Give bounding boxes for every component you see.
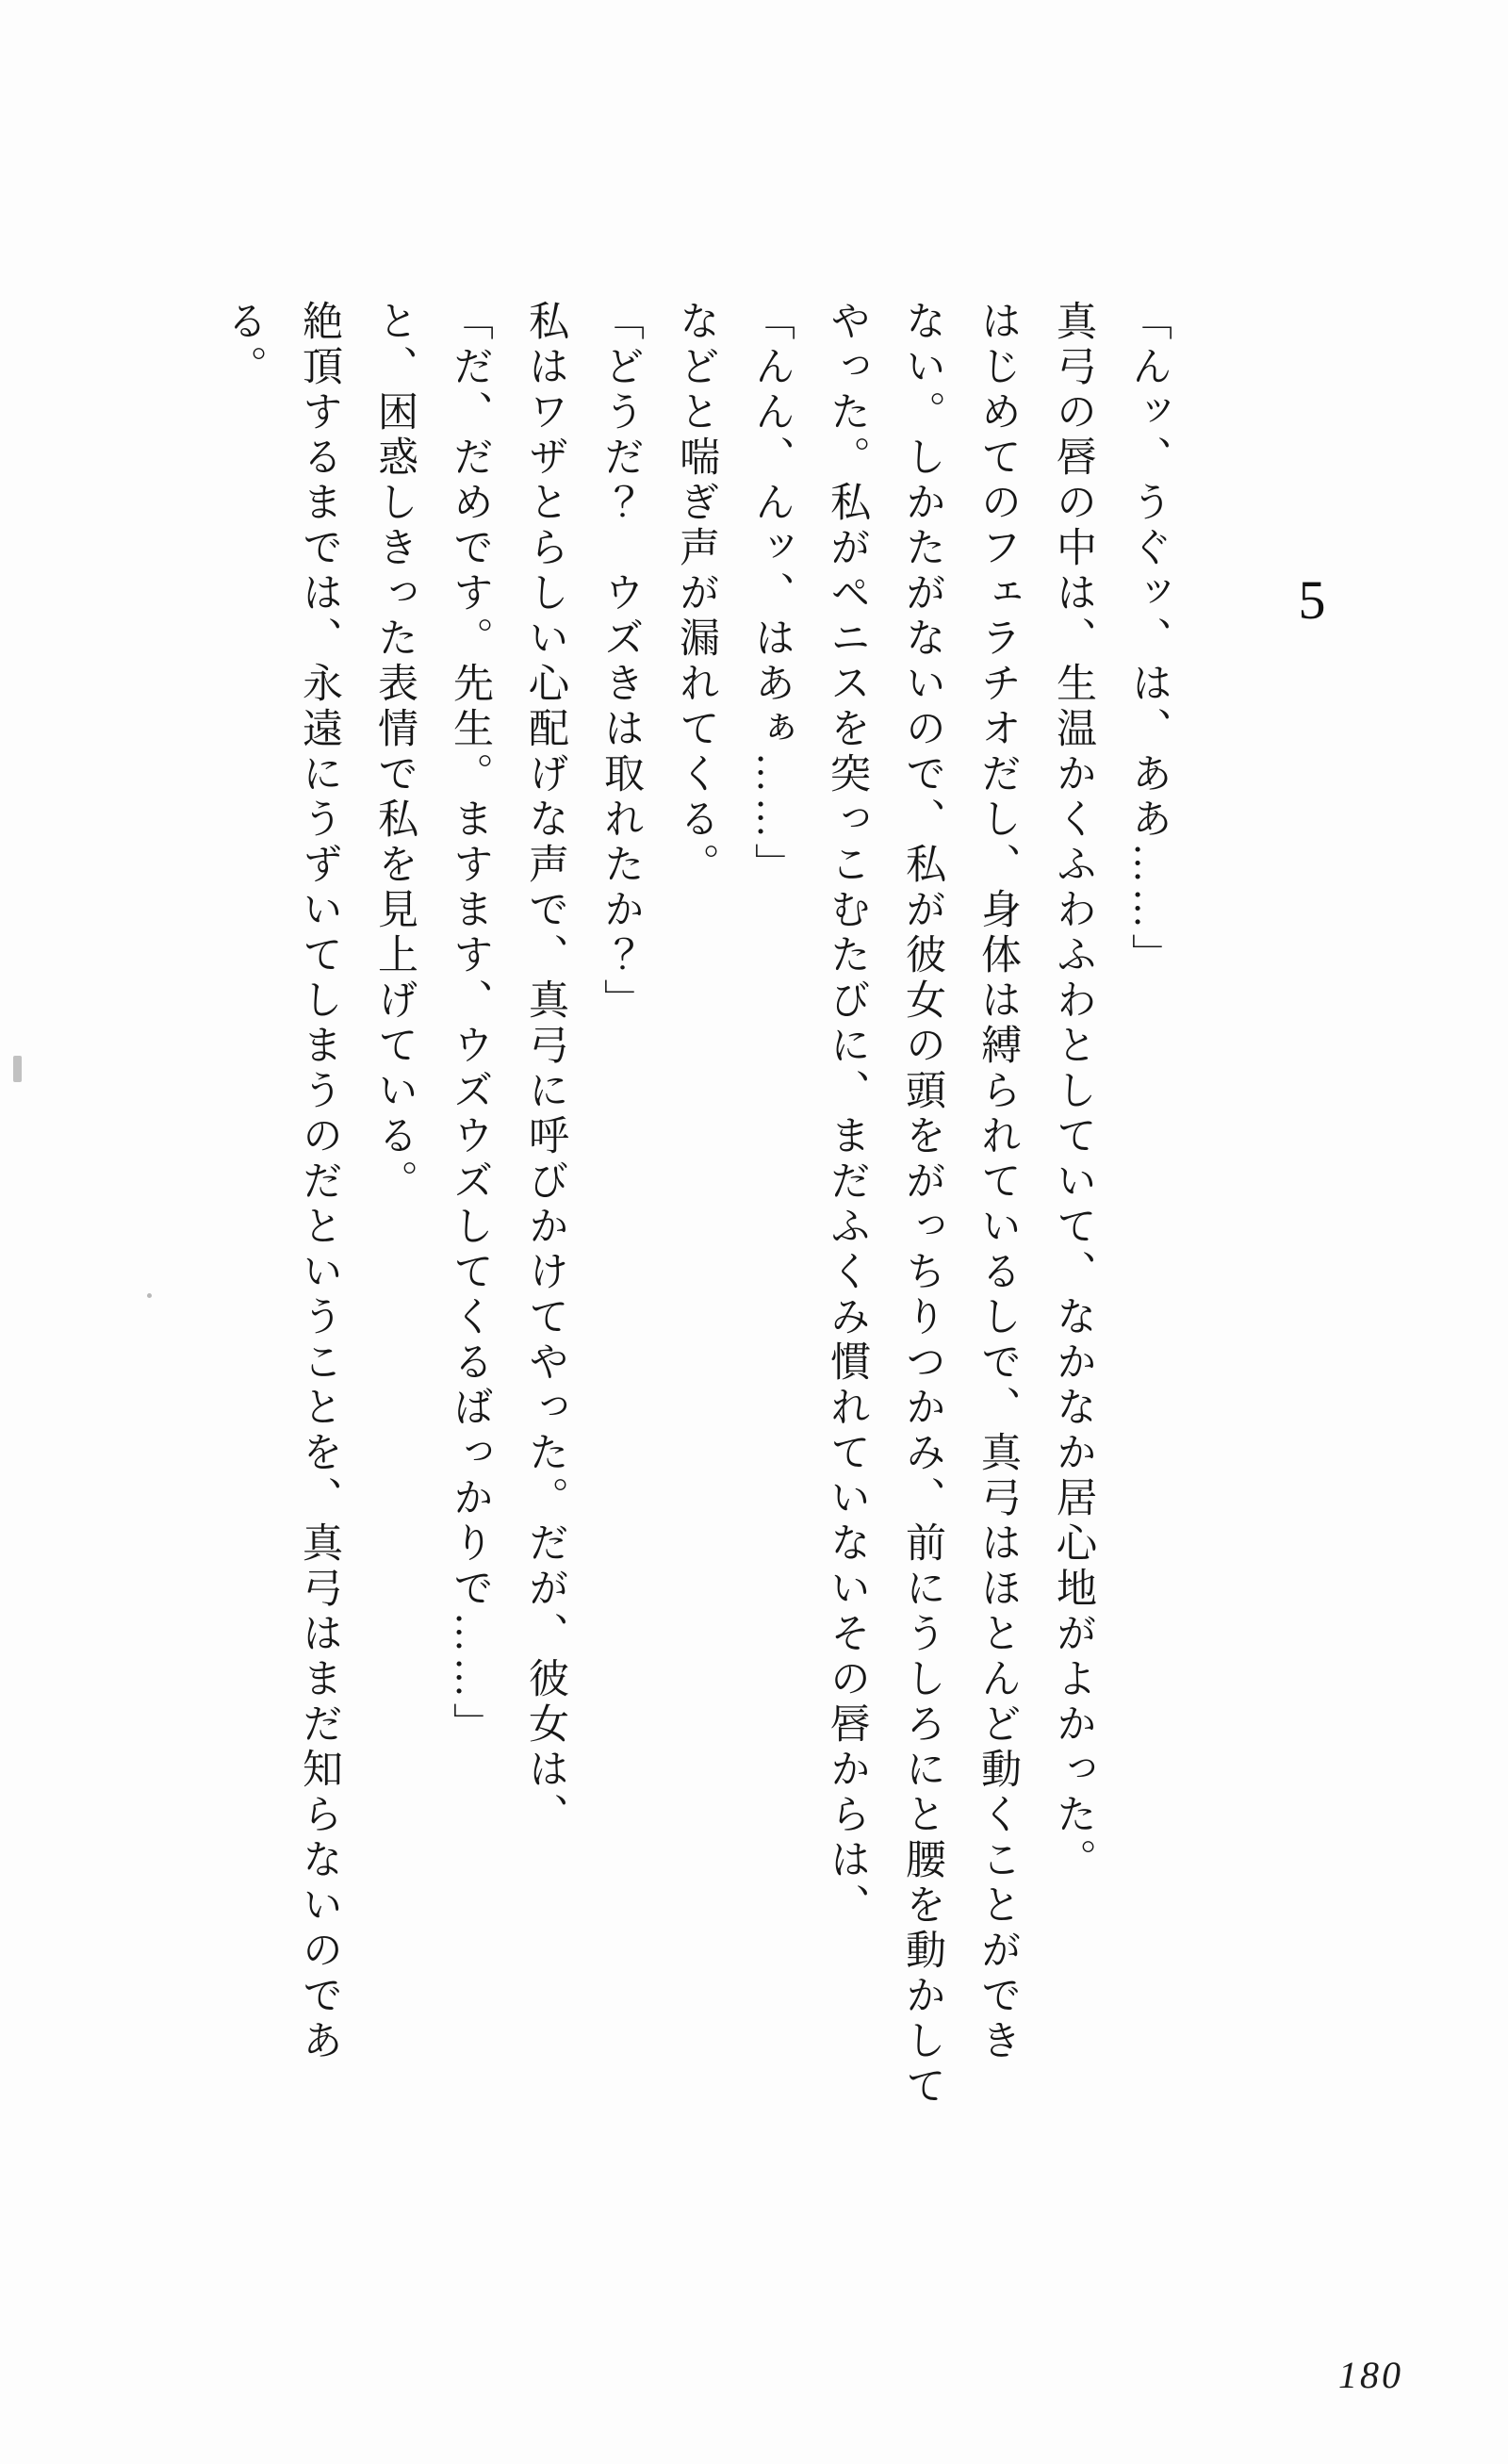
text-column: 真弓の唇の中は、生温かくふわふわとしていて、なかなか居心地がよかった。 bbox=[1051, 300, 1095, 1883]
text-column: やった。私がペニスを突っこむたびに、まだふくみ慣れていないその唇からは、 bbox=[825, 300, 869, 1929]
text-column: と、困惑しきった表情で私を見上げている。 bbox=[372, 300, 417, 1205]
text-column: ない。しかたがないので、私が彼女の頭をがっちりつかみ、前にうしろにと腰を動かして bbox=[900, 300, 944, 2110]
text-column: 「だ、だめです。先生。ますます、ウズウズしてくるばっかりで……」 bbox=[448, 300, 492, 1748]
text-column: 絶頂するまでは、永遠にうずいてしまうのだということを、真弓はまだ知らないのであ bbox=[297, 300, 341, 2064]
scan-artifact bbox=[13, 1056, 22, 1082]
text-column: などと喘ぎ声が漏れてくる。 bbox=[674, 300, 718, 888]
text-block bbox=[205, 300, 1186, 2128]
text-column: はじめてのフェラチオだし、身体は縛られているしで、真弓はほとんど動くことができ bbox=[975, 300, 1020, 2064]
text-column: 「どうだ？ ウズきは取れたか？」 bbox=[598, 300, 643, 1024]
text-column: る。 bbox=[221, 300, 266, 390]
chapter-number: 5 bbox=[1298, 569, 1326, 631]
text-column: 「んん、んッ、はあぁ……」 bbox=[749, 300, 794, 888]
scan-artifact bbox=[147, 1293, 152, 1298]
text-column: 「んッ、うぐッ、は、ああ……」 bbox=[1126, 300, 1171, 978]
page-number: 180 bbox=[1338, 2354, 1403, 2396]
text-column: 私はワザとらしい心配げな声で、真弓に呼びかけてやった。だが、彼女は、 bbox=[523, 300, 567, 1838]
